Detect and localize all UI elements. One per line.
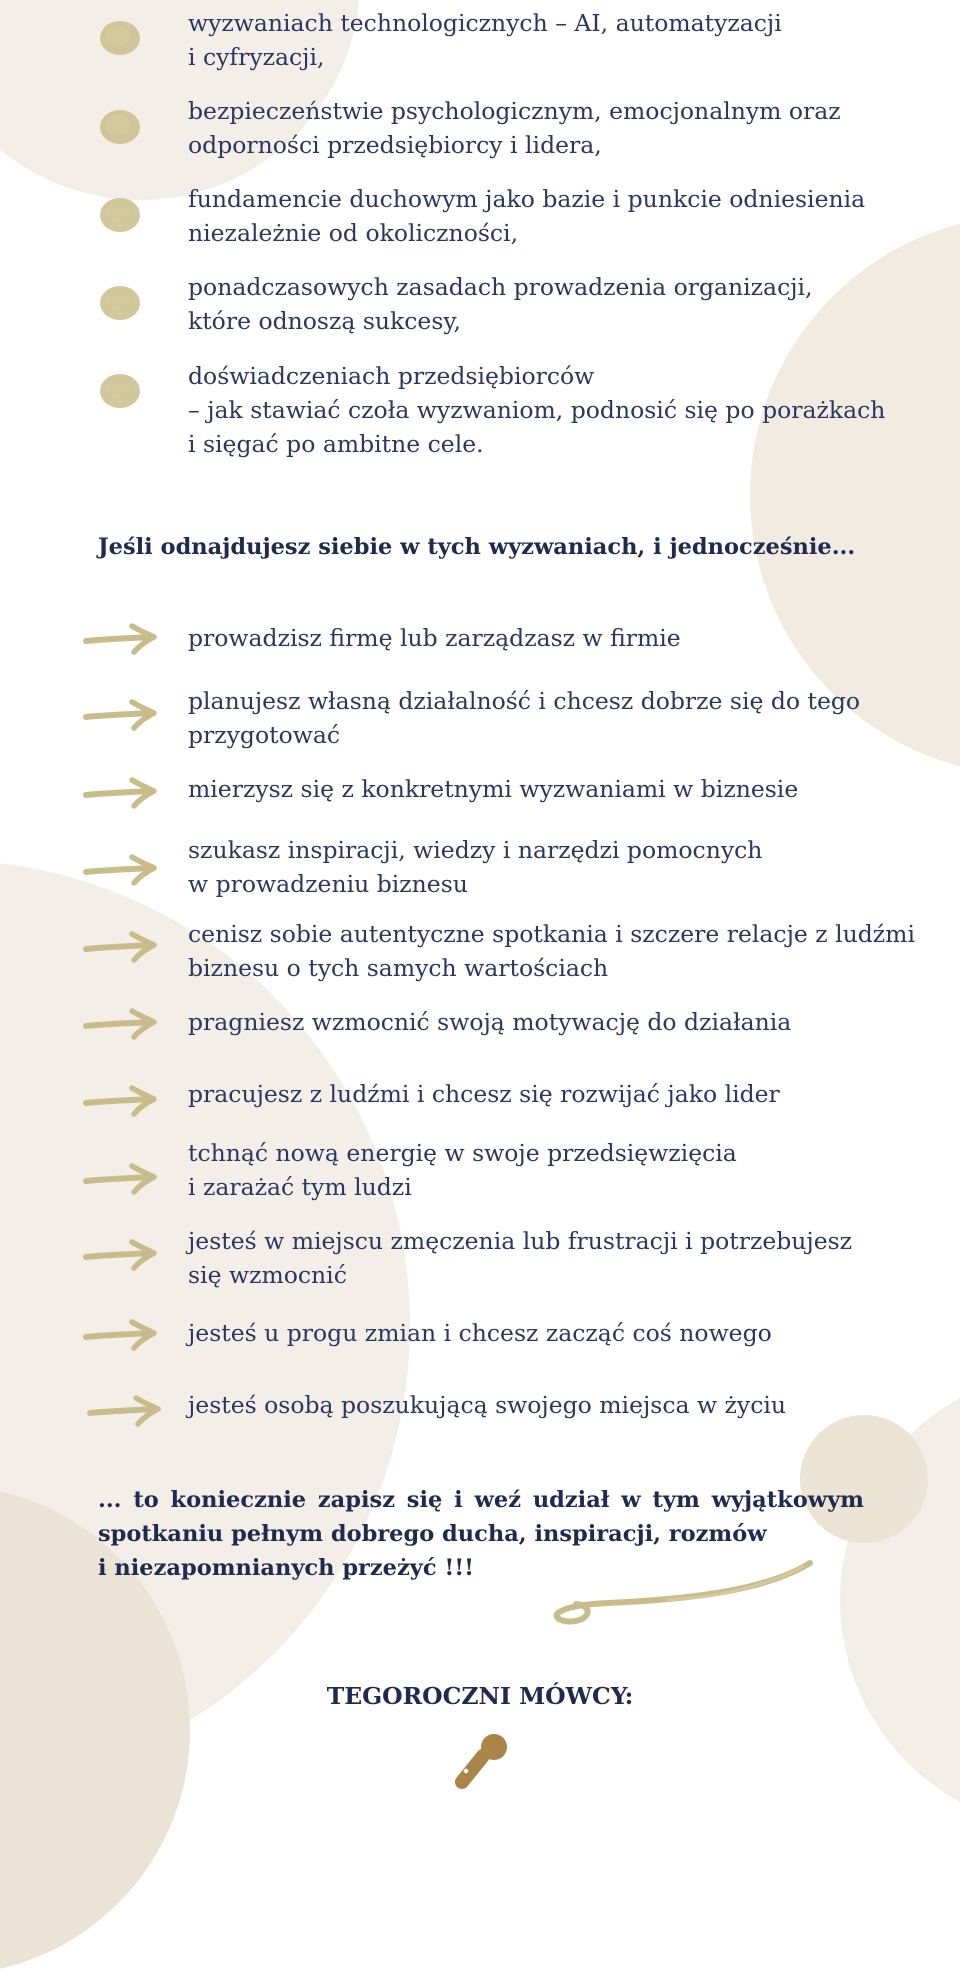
challenge-line: które odnoszą sukcesy, bbox=[188, 307, 462, 335]
gold-brush-arrow-icon bbox=[82, 1006, 160, 1042]
gold-brush-arrow-icon bbox=[82, 1161, 160, 1197]
audience-line: pracujesz z ludźmi i chcesz się rozwijać jako lider bbox=[188, 1080, 780, 1108]
audience-line: przygotować bbox=[188, 721, 341, 749]
audience-line: się wzmocnić bbox=[188, 1261, 347, 1289]
challenge-item bbox=[188, 182, 878, 250]
challenge-line: wyzwaniach technologicznych – AI, automatyzacji bbox=[188, 9, 782, 37]
challenge-line: bezpieczeństwie psychologicznym, emocjonalnym oraz bbox=[188, 97, 841, 125]
audience-line: prowadzisz firmę lub zarządzasz w firmie bbox=[188, 624, 681, 652]
challenge-line: odporności przedsiębiorcy i lidera, bbox=[188, 131, 602, 159]
gold-dot-icon bbox=[98, 19, 142, 57]
audience-line: jesteś w miejscu zmęczenia lub frustracji i potrzebujesz bbox=[188, 1227, 853, 1255]
audience-line: planujesz własną działalność i chcesz dobrze się do tego bbox=[188, 687, 861, 715]
audience-line: mierzysz się z konkretnymi wyzwaniami w biznesie bbox=[188, 775, 799, 803]
challenge-line: i cyfryzacji, bbox=[188, 43, 325, 71]
gold-brush-arrow-icon bbox=[82, 697, 160, 733]
gold-brush-arrow-icon bbox=[82, 852, 160, 888]
audience-item bbox=[188, 684, 878, 752]
gold-brush-arrow-icon bbox=[82, 775, 160, 811]
audience-item bbox=[188, 621, 878, 655]
speakers-heading: TEGOROCZNI MÓWCY: bbox=[326, 1682, 634, 1710]
audience-line: tchnąć nową energię w swoje przedsięwzięcia bbox=[188, 1139, 737, 1167]
audience-line: w prowadzeniu biznesu bbox=[188, 870, 468, 898]
gold-brush-arrow-icon bbox=[82, 1237, 160, 1273]
challenge-line: ponadczasowych zasadach prowadzenia organizacji, bbox=[188, 273, 813, 301]
audience-item bbox=[188, 1005, 878, 1039]
gold-brush-arrow-icon bbox=[86, 1393, 164, 1429]
audience-line: jesteś u progu zmian i chcesz zacząć coś nowego bbox=[188, 1319, 772, 1347]
gold-brush-arrow-icon bbox=[82, 1317, 160, 1353]
gold-brush-swirl bbox=[548, 1555, 818, 1625]
audience-item bbox=[188, 1077, 878, 1111]
audience-item bbox=[188, 772, 878, 806]
audience-item bbox=[188, 833, 878, 901]
challenge-item bbox=[188, 6, 878, 74]
gold-brush-arrow-icon bbox=[82, 1083, 160, 1119]
audience-line: cenisz sobie autentyczne spotkania i szczere relacje z ludźmi bbox=[188, 920, 915, 948]
challenge-item bbox=[188, 94, 878, 162]
audience-item bbox=[188, 1224, 878, 1292]
gold-dot-icon bbox=[98, 284, 142, 322]
microphone-icon bbox=[450, 1730, 512, 1792]
cta-line: spotkaniu pełnym dobrego ducha, inspiracji, rozmów bbox=[98, 1521, 767, 1547]
challenge-item bbox=[188, 359, 886, 461]
challenge-line: i sięgać po ambitne cele. bbox=[188, 430, 484, 458]
challenge-item bbox=[188, 270, 878, 338]
challenge-line: – jak stawiać czoła wyzwaniom, podnosić się po porażkach bbox=[188, 396, 886, 424]
challenge-line: niezależnie od okoliczności, bbox=[188, 219, 519, 247]
audience-line: biznesu o tych samych wartościach bbox=[188, 954, 609, 982]
audience-line: i zarażać tym ludzi bbox=[188, 1173, 412, 1201]
audience-line: szukasz inspiracji, wiedzy i narzędzi pomocnych bbox=[188, 836, 763, 864]
audience-line: jesteś osobą poszukującą swojego miejsca w życiu bbox=[188, 1391, 787, 1419]
gold-dot-icon bbox=[98, 196, 142, 234]
audience-item bbox=[188, 917, 915, 985]
challenge-line: doświadczeniach przedsiębiorców bbox=[188, 362, 595, 390]
challenge-line: fundamencie duchowym jako bazie i punkcie odniesienia bbox=[188, 185, 866, 213]
cta-line: ... to koniecznie zapisz się i weź udział w tym wyjątkowym bbox=[98, 1487, 864, 1513]
gold-brush-arrow-icon bbox=[82, 929, 160, 965]
audience-item bbox=[188, 1316, 878, 1350]
gold-dot-icon bbox=[98, 108, 142, 146]
audience-item bbox=[188, 1388, 878, 1422]
intro-heading: Jeśli odnajdujesz siebie w tych wyzwaniach, i jednocześnie... bbox=[98, 534, 856, 560]
cta-line: i niezapomnianych przeżyć !!! bbox=[98, 1555, 475, 1581]
gold-dot-icon bbox=[98, 372, 142, 410]
gold-brush-arrow-icon bbox=[82, 621, 160, 657]
audience-line: pragniesz wzmocnić swoją motywację do działania bbox=[188, 1008, 792, 1036]
audience-item bbox=[188, 1136, 878, 1204]
